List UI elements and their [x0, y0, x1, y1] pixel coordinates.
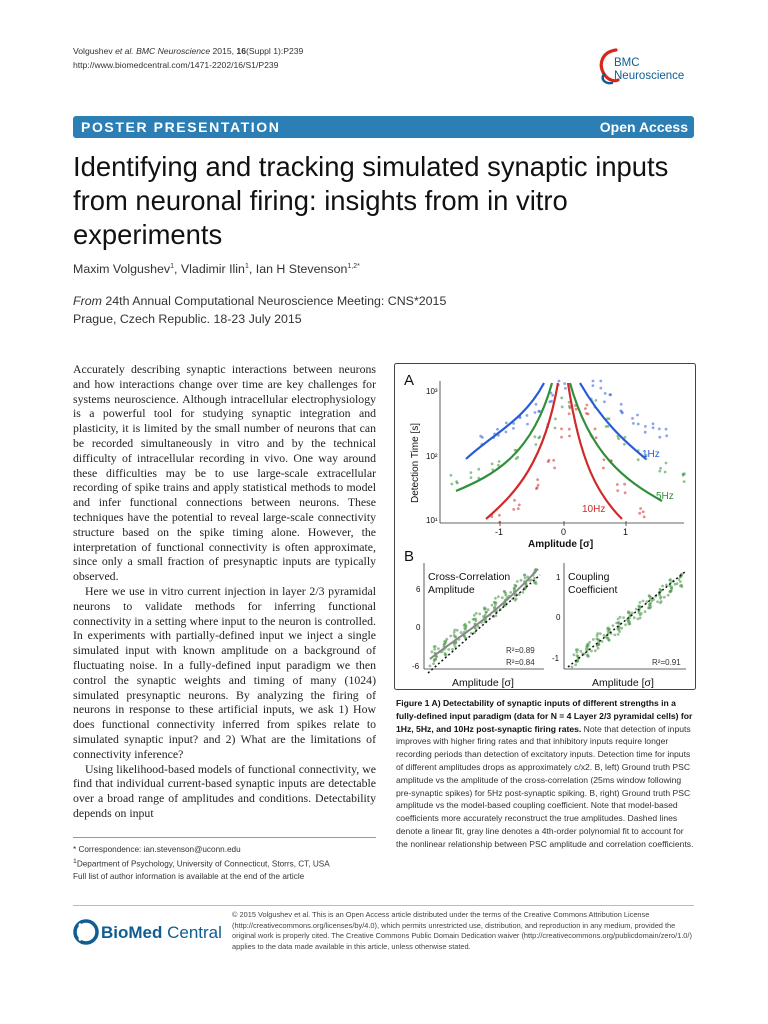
b-scatter-point	[446, 638, 449, 641]
author-list: Maxim Volgushev$^1$, Vladimir Ilin$^1$, Ian H Stevenson$^{1,2*}$	[73, 262, 360, 276]
citation-authors: Volgushev	[73, 46, 113, 56]
a-scatter-point	[636, 414, 639, 417]
a-scatter-point	[534, 435, 537, 438]
a-scatter-point	[477, 468, 480, 471]
b-scatter-point	[646, 600, 649, 603]
b-scatter-point	[494, 614, 497, 617]
banner-section: POSTER PRESENTATION	[81, 119, 281, 135]
b2-xlabel: Amplitude [σ]	[592, 677, 654, 689]
a-scatter-point	[624, 491, 627, 494]
b-scatter-point	[606, 637, 609, 640]
a-scatter-point	[620, 403, 623, 406]
b-scatter-point	[620, 627, 623, 630]
from-line1: 24th Annual Computational Neuroscience Meeting: CNS*2015	[105, 294, 447, 308]
b-scatter-point	[635, 608, 638, 611]
author-name: Ian H Stevenson	[255, 262, 348, 276]
citation-issue: (Suppl 1):P239	[245, 46, 304, 56]
b-scatter-point	[648, 606, 651, 609]
affiliation-text: Department of Psychology, University of Connecticut, Storrs, CT, USA	[76, 859, 330, 869]
a-xtick: 0	[561, 527, 567, 537]
a-scatter-point	[599, 380, 602, 383]
a-scatter-point	[652, 426, 655, 429]
a-xtick: 1	[623, 527, 629, 537]
figure-1	[394, 363, 696, 690]
b-scatter-point	[433, 659, 436, 662]
b-scatter-point	[622, 616, 625, 619]
a-scatter-point	[516, 456, 519, 459]
b-scatter-point	[599, 632, 602, 635]
a-xlabel: Amplitude [σ]	[528, 539, 594, 550]
b-scatter-point	[483, 608, 486, 611]
citation-journal: BMC Neuroscience	[136, 46, 211, 56]
b-scatter-point	[522, 591, 525, 594]
a-scatter-point	[517, 507, 520, 510]
b-scatter-point	[468, 621, 471, 624]
b-scatter-point	[608, 628, 611, 631]
legend-1hz: 1Hz	[642, 449, 660, 460]
b-scatter-point	[659, 588, 662, 591]
a-scatter-point	[569, 406, 572, 409]
a-scatter-point	[592, 384, 595, 387]
a-scatter-point	[498, 514, 501, 517]
a-scatter-point	[496, 428, 499, 431]
b-scatter-point	[443, 640, 446, 643]
author-affiliation: 1,2*	[347, 262, 360, 270]
a-scatter-point	[526, 414, 529, 417]
a-scatter-point	[560, 436, 563, 439]
figure-caption	[396, 697, 696, 851]
a-scatter-point	[592, 380, 595, 383]
b-scatter-point	[524, 574, 527, 577]
a-scatter-point	[658, 470, 661, 473]
b-scatter-point	[485, 611, 488, 614]
citation-etal: et al.	[115, 46, 134, 56]
a-scatter-point	[512, 427, 515, 430]
b-scatter-point	[663, 596, 666, 599]
b-scatter-point	[640, 612, 643, 615]
a-scatter-point	[617, 437, 620, 440]
a-scatter-point	[512, 508, 515, 511]
body-paragraph: Using likelihood-based models of functional connectivity, we find that individual current-based synaptic inputs are detectable over a broad range of amplitudes and conditions. Detectability depends on input	[73, 761, 376, 820]
full-author-info: Full list of author information is available at the end of the article	[73, 871, 305, 881]
banner-open-access: Open Access	[599, 119, 688, 135]
b-scatter-point	[667, 594, 670, 597]
a-scatter-point	[535, 403, 538, 406]
a-scatter-point	[552, 459, 555, 462]
b-scatter-point	[639, 617, 642, 620]
body-paragraph: Here we use in vitro current injection in layer 2/3 pyramidal neurons to validate methods for inferring functional connectivity in a setting where input to the neuron is controlled. In experiments with partially-defined input we inject a single simulated input with known amplitude on a background of fluctuating noise. In a fully-defined input paradigm we then control the synaptic weights and timing of many (1024) simulated presynaptic neurons. By analyzing the firing of neurons in response to these artificial inputs, we ask 1) How does functional connectivity inferred from spikes relate to simulated synaptic input? and 2) What are the limitations of connectivity inference?	[73, 583, 376, 761]
a-scatter-point	[551, 394, 554, 397]
b-scatter-point	[494, 597, 497, 600]
b1-ytick: 0	[416, 623, 421, 632]
a-scatter-point	[642, 510, 645, 513]
b-scatter-point	[617, 628, 620, 631]
a-scatter-point	[470, 471, 473, 474]
b-scatter-point	[586, 645, 589, 648]
license-text: © 2015 Volgushev et al. This is an Open Access article distributed under the terms of the Creative Commons Attribution License (http://creativecommons.org/licenses/by/4.0), which permits unrestricted use, distribution, and reproduction in any medium, provided the original work is properly cited. The Creative Commons Public Domain Dedication waiver (http://creativecommons.org/publicdomain/zero/1.0/) applies to the data made available in this article, unless otherwise stated.	[232, 910, 692, 951]
biomed-central-logo	[73, 918, 223, 948]
b-scatter-point	[679, 580, 682, 583]
a-scatter-point	[564, 387, 567, 390]
a-scatter-point	[632, 422, 635, 425]
from-prefix: From	[73, 294, 102, 308]
logo-line1: BMC	[614, 57, 640, 69]
a-scatter-point	[595, 399, 598, 402]
a-scatter-point	[536, 486, 539, 489]
author-name: Maxim Volgushev	[73, 262, 171, 276]
a-scatter-point	[505, 422, 508, 425]
a-scatter-point	[526, 423, 529, 426]
b-scatter-point	[534, 581, 537, 584]
biomed-swirl-icon	[73, 918, 99, 946]
citation-year: 2015,	[212, 46, 235, 56]
b2-title: Coefficient	[568, 584, 618, 596]
b-scatter-point	[571, 666, 574, 669]
b-scatter-point	[613, 634, 616, 637]
article-title: Identifying and tracking simulated synaptic inputs from neuronal firing: insights from in vitro experiments	[73, 151, 669, 250]
b-scatter-point	[669, 578, 672, 581]
a-scatter-point	[560, 428, 563, 431]
a-scatter-point	[586, 404, 589, 407]
b-scatter-point	[586, 653, 589, 656]
body-text	[73, 362, 376, 821]
a-scatter-point	[537, 484, 540, 487]
section-banner	[73, 116, 694, 138]
a-ytick: 10²	[426, 452, 438, 461]
b-scatter-point	[590, 650, 593, 653]
author-affiliation: 1	[170, 262, 175, 270]
b-scatter-point	[524, 577, 527, 580]
footnotes	[73, 837, 376, 883]
a-scatter-point	[498, 521, 501, 524]
bmc-neuroscience-logo	[596, 44, 706, 96]
a-scatter-point	[568, 435, 571, 438]
bmc-name	[614, 57, 684, 83]
b1-ytick: 6	[416, 585, 421, 594]
b-scatter-point	[491, 604, 494, 607]
a-scatter-point	[584, 407, 587, 410]
b-scatter-point	[639, 601, 642, 604]
b-scatter-point	[631, 612, 634, 615]
b-scatter-point	[484, 614, 487, 617]
a-scatter-point	[644, 425, 647, 428]
b2-ytick: 0	[556, 613, 561, 622]
b-scatter-point	[642, 600, 645, 603]
author-name: Vladimir Ilin	[180, 262, 245, 276]
b-scatter-point	[660, 600, 663, 603]
b-scatter-point	[509, 591, 512, 594]
b-scatter-point	[644, 610, 647, 613]
b-scatter-point	[434, 645, 437, 648]
b-scatter-point	[449, 635, 452, 638]
a-scatter-point	[604, 392, 607, 395]
b-scatter-point	[429, 665, 432, 668]
b2-ytick: 1	[556, 573, 561, 582]
b-scatter-point	[478, 613, 481, 616]
a-scatter-point	[665, 428, 668, 431]
b-scatter-point	[597, 647, 600, 650]
a-scatter-point	[536, 478, 539, 481]
b-scatter-point	[520, 579, 523, 582]
a-scatter-point	[568, 428, 571, 431]
a-scatter-point	[659, 467, 662, 470]
caption-bold: Figure 1 A) Detectability of synaptic inputs of different strengths in a fully-defined input paradigm (data for N = 4 Layer 2/3 pyramidal cells) for 1Hz, 5Hz, and 10Hz post-synaptic firing rates.	[396, 698, 693, 734]
b-scatter-point	[617, 633, 620, 636]
b-scatter-point	[453, 629, 456, 632]
b-scatter-point	[497, 595, 500, 598]
a-scatter-point	[558, 380, 561, 383]
b-scatter-point	[669, 590, 672, 593]
a-ytick: 10³	[426, 387, 438, 396]
b-scatter-point	[588, 641, 591, 644]
b-scatter-point	[597, 638, 600, 641]
b-scatter-point	[473, 618, 476, 621]
a-scatter-point	[561, 406, 564, 409]
a-scatter-point	[554, 427, 557, 430]
b-scatter-point	[456, 629, 459, 632]
b-scatter-point	[592, 638, 595, 641]
a-scatter-point	[513, 499, 516, 502]
biomed-bold: BioMed	[101, 923, 163, 942]
panel-b-label: B	[404, 548, 415, 565]
a-scatter-point	[534, 411, 537, 414]
citation-line	[73, 44, 303, 58]
a-scatter-point	[575, 408, 578, 411]
a-scatter-point	[450, 483, 453, 486]
a-scatter-point	[682, 473, 685, 476]
b2-title: Coupling	[568, 571, 610, 583]
b-scatter-point	[576, 651, 579, 654]
b-scatter-point	[619, 616, 622, 619]
a-scatter-point	[623, 483, 626, 486]
conference-info	[73, 292, 533, 328]
b-scatter-point	[518, 593, 521, 596]
b-scatter-point	[665, 584, 668, 587]
b-scatter-point	[513, 584, 516, 587]
b2-ytick: -1	[552, 654, 560, 663]
b-scatter-point	[475, 612, 478, 615]
from-line2: Prague, Czech Republic. 18-23 July 2015	[73, 312, 302, 326]
b-scatter-point	[676, 582, 679, 585]
affiliation-number: 1	[73, 858, 77, 865]
b1-ytick: -6	[412, 662, 420, 671]
a-scatter-point	[664, 471, 667, 474]
biomed-rest: Central	[162, 923, 222, 942]
a-scatter-point	[594, 428, 597, 431]
b-scatter-point	[612, 624, 615, 627]
a-scatter-point	[638, 512, 641, 515]
footer-divider	[73, 905, 694, 906]
a-scatter-point	[665, 434, 668, 437]
b-scatter-point	[670, 587, 673, 590]
a-scatter-point	[548, 459, 551, 462]
citation	[73, 44, 303, 72]
b-scatter-point	[649, 596, 652, 599]
a-scatter-point	[665, 462, 668, 465]
a-scatter-point	[644, 431, 647, 434]
legend-5hz: 5Hz	[656, 491, 674, 502]
b-scatter-point	[627, 620, 630, 623]
a-scatter-point	[603, 458, 606, 461]
a-scatter-point	[658, 436, 661, 439]
a-scatter-point	[637, 423, 640, 426]
a-scatter-point	[602, 467, 605, 470]
a-scatter-point	[550, 400, 553, 403]
a-scatter-point	[637, 458, 640, 461]
citation-volume: 16	[236, 46, 246, 56]
b-scatter-point	[596, 632, 599, 635]
a-ylabel: Detection Time [s]	[410, 422, 421, 503]
b-scatter-point	[576, 648, 579, 651]
b1-title: Cross-Correlation	[428, 571, 511, 583]
a-scatter-point	[479, 435, 482, 438]
a-scatter-point	[616, 489, 619, 492]
b-scatter-point	[432, 662, 435, 665]
a-scatter-point	[603, 400, 606, 403]
a-scatter-point	[554, 418, 557, 421]
correspondence: * Correspondence: ian.stevenson@uconn.edu	[73, 845, 241, 854]
b-scatter-point	[573, 653, 576, 656]
b-scatter-point	[656, 600, 659, 603]
a-scatter-point	[652, 422, 655, 425]
b-scatter-point	[617, 621, 620, 624]
a-scatter-point	[537, 437, 540, 440]
b-scatter-point	[661, 585, 664, 588]
b-scatter-point	[594, 649, 597, 652]
a-scatter-point	[491, 463, 494, 466]
a-scatter-point	[563, 382, 566, 385]
b-scatter-point	[465, 626, 468, 629]
a-scatter-point	[631, 417, 634, 420]
b-scatter-point	[454, 642, 457, 645]
b-scatter-point	[437, 647, 440, 650]
a-scatter-point	[568, 412, 571, 415]
a-xtick: -1	[495, 527, 504, 537]
b-scatter-point	[574, 664, 577, 667]
a-scatter-point	[639, 507, 642, 510]
b-scatter-point	[447, 648, 450, 651]
b-scatter-point	[443, 643, 446, 646]
b-scatter-point	[530, 579, 533, 582]
a-scatter-point	[616, 483, 619, 486]
b-scatter-point	[504, 592, 507, 595]
b-scatter-point	[633, 616, 636, 619]
a-scatter-point	[450, 474, 453, 477]
b-scatter-point	[624, 623, 627, 626]
a-scatter-point	[658, 428, 661, 431]
legend-10hz: 10Hz	[582, 504, 606, 515]
b2-r2: R²=0.91	[652, 658, 681, 667]
b-scatter-point	[627, 612, 630, 615]
a-scatter-point	[599, 387, 602, 390]
b1-r2a: R²=0.89	[506, 646, 535, 655]
b-scatter-point	[501, 596, 504, 599]
a-scatter-point	[518, 504, 521, 507]
b-scatter-point	[660, 596, 663, 599]
a-scatter-point	[560, 397, 563, 400]
b-scatter-point	[579, 650, 582, 653]
b-scatter-point	[487, 608, 490, 611]
a-scatter-point	[683, 480, 686, 483]
affiliation	[73, 856, 376, 871]
a-scatter-point	[587, 413, 590, 416]
figure-svg	[394, 363, 696, 690]
b-scatter-point	[515, 598, 518, 601]
a-scatter-point	[553, 467, 556, 470]
author-affiliation: 1	[244, 262, 249, 270]
a-scatter-point	[643, 516, 646, 519]
b1-r2b: R²=0.84	[506, 658, 535, 667]
caption-rest: Note that detection of inputs improves with higher firing rates and that inhibitory inputs require longer recording periods than detection of excitatory inputs. Detection time for inputs of different amplitudes drops as approximately c/x2. B, left) Ground truth PSC amplitude vs the amplitude of the cross-correlation (25ms window following pre-synaptic spikes) for 5Hz post-synaptic spiking. B, right) Ground truth PSC amplitude vs the model-based coupling coefficient. Note that model-based coefficients more accurately reconstruct the true amplitudes. Dashed lines denote a linear fit, gray line denotes a 4th-order polynomial fit to account for the nonlinear relationship between PSC amplitude and correlation coefficients.	[396, 723, 694, 849]
b-scatter-point	[637, 605, 640, 608]
b-scatter-point	[454, 635, 457, 638]
body-paragraph: Accurately describing synaptic interactions between neurons and how interactions change over time are key challenges for systems neuroscience. Although intracellular electrophysiology is a powerful tool for studying synaptic integration and plasticity, it is limited by the small number of neurons that can be recorded simultaneously in vitro and by the technical difficulty of intracellular recording in vivo. One way around these difficulties may be to use large-scale extracellular recording of spike trains and apply statistical methods to model and infer functional connections between neurons. These techniques have the potential to reveal large-scale connectivity structure based on the spike timing alone. However, the interpretation of functional connectivity is often approximate, since only a small fraction of presynaptic inputs are typically observed.	[73, 362, 376, 584]
b-scatter-point	[516, 580, 519, 583]
article-url[interactable]: http://www.biomedcentral.com/1471-2202/16/S1/P239	[73, 60, 279, 70]
a-scatter-point	[609, 393, 612, 396]
b-scatter-point	[451, 648, 454, 651]
a-scatter-point	[535, 443, 538, 446]
b-scatter-point	[533, 577, 536, 580]
logo-line2: Neuroscience	[614, 70, 685, 82]
b-scatter-point	[494, 603, 497, 606]
a-scatter-point	[455, 480, 458, 483]
b-scatter-point	[493, 601, 496, 604]
b-scatter-point	[680, 584, 683, 587]
b-scatter-point	[444, 652, 447, 655]
b1-title: Amplitude	[428, 584, 475, 596]
b-scatter-point	[431, 650, 434, 653]
a-scatter-point	[621, 412, 624, 415]
panel-a-label: A	[404, 372, 415, 389]
a-scatter-point	[505, 431, 508, 434]
a-scatter-point	[470, 476, 473, 479]
a-scatter-point	[623, 443, 626, 446]
a-scatter-point	[595, 436, 598, 439]
b-scatter-point	[433, 648, 436, 651]
b-scatter-point	[453, 631, 456, 634]
b1-xlabel: Amplitude [σ]	[452, 677, 514, 689]
a-scatter-point	[498, 460, 501, 463]
a-ytick: 10¹	[426, 516, 438, 525]
biomed-wordmark	[101, 923, 222, 943]
b-scatter-point	[648, 604, 651, 607]
